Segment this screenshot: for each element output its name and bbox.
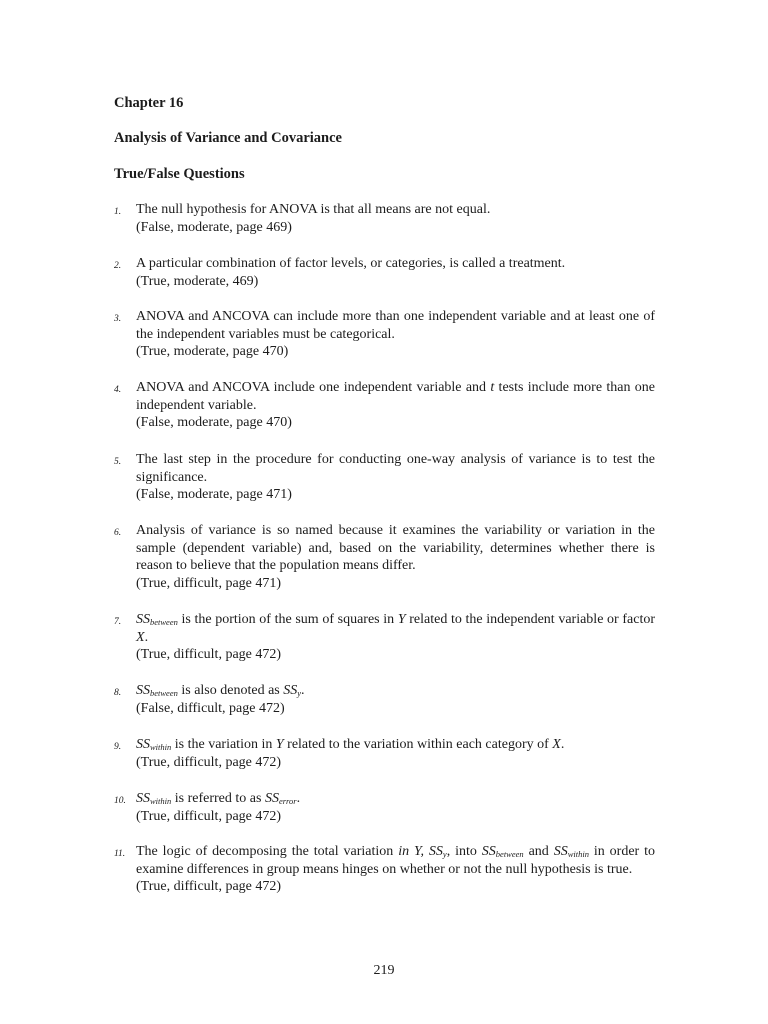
question-number: 7. bbox=[114, 617, 122, 627]
question-text: $SS_{between}$ is the portion of the sum of squares in Y related to the independent variable or factor X. bbox=[136, 612, 655, 645]
question-text: $SS_{between}$ is also denoted as $SS_y$. bbox=[136, 683, 305, 698]
question-number: 5. bbox=[114, 457, 122, 467]
question-item bbox=[114, 611, 655, 664]
question-item bbox=[114, 790, 655, 825]
question-item bbox=[114, 682, 655, 717]
question-number: 3. bbox=[114, 314, 122, 324]
question-text: A particular combination of factor levels, or categories, is called a treatment. bbox=[136, 256, 566, 271]
question-answer: (False, difficult, page 472) bbox=[136, 700, 285, 716]
question-text: The last step in the procedure for conducting one-way analysis of variance is to test the significance. bbox=[136, 452, 655, 485]
question-answer: (True, difficult, page 472) bbox=[136, 754, 282, 770]
question-answer: (True, difficult, page 471) bbox=[136, 575, 282, 591]
question-number: 10. bbox=[114, 796, 126, 806]
page-number: 219 bbox=[373, 963, 395, 978]
question-answer: (True, difficult, page 472) bbox=[136, 647, 282, 663]
question-item bbox=[114, 255, 655, 290]
section-heading: True/False Questions bbox=[114, 166, 245, 182]
question-answer: (True, moderate, page 470) bbox=[136, 344, 289, 360]
question-item bbox=[114, 308, 655, 361]
question-text: Analysis of variance is so named because it examines the variability or variation in the sample (dependent variable) and, based on the variability, determines whether there is reason to believe that the population means differ. bbox=[136, 523, 655, 574]
question-number: 8. bbox=[114, 688, 122, 698]
question-answer: (True, difficult, page 472) bbox=[136, 808, 282, 824]
question-item bbox=[114, 379, 655, 432]
question-text: $SS_{within}$ is referred to as $SS_{error}$. bbox=[136, 791, 301, 806]
question-number: 4. bbox=[114, 385, 122, 395]
question-number: 2. bbox=[114, 261, 122, 271]
question-item bbox=[114, 843, 655, 896]
question-text: The null hypothesis for ANOVA is that all means are not equal. bbox=[136, 202, 491, 217]
question-number: 1. bbox=[114, 207, 122, 217]
question-number: 6. bbox=[114, 528, 122, 538]
question-answer: (False, moderate, page 469) bbox=[136, 219, 292, 235]
question-number: 9. bbox=[114, 742, 122, 752]
question-number: 11. bbox=[114, 849, 126, 859]
question-answer: (False, moderate, page 471) bbox=[136, 487, 292, 503]
chapter-title: Analysis of Variance and Covariance bbox=[114, 130, 342, 146]
chapter-heading: Chapter 16 bbox=[114, 95, 184, 111]
question-item bbox=[114, 201, 655, 236]
question-item bbox=[114, 736, 655, 771]
question-answer: (True, moderate, 469) bbox=[136, 273, 259, 289]
question-item bbox=[114, 522, 655, 592]
question-answer: (True, difficult, page 472) bbox=[136, 879, 282, 895]
question-text: ANOVA and ANCOVA can include more than one independent variable and at least one of the independent variables must be categorical. bbox=[136, 309, 655, 342]
question-text: $SS_{within}$ is the variation in Y related to the variation within each category of X. bbox=[136, 737, 565, 752]
question-item bbox=[114, 451, 655, 504]
question-text: The logic of decomposing the total variation in Y, $SS_y$, into $SS_{between}$ and $SS_{within}$ in order to examine differences in group means hinges on whether or not the null hypothesis is true. bbox=[136, 844, 656, 877]
question-answer: (False, moderate, page 470) bbox=[136, 415, 292, 431]
question-text: ANOVA and ANCOVA include one independent variable and t tests include more than one independent variable. bbox=[136, 380, 655, 413]
